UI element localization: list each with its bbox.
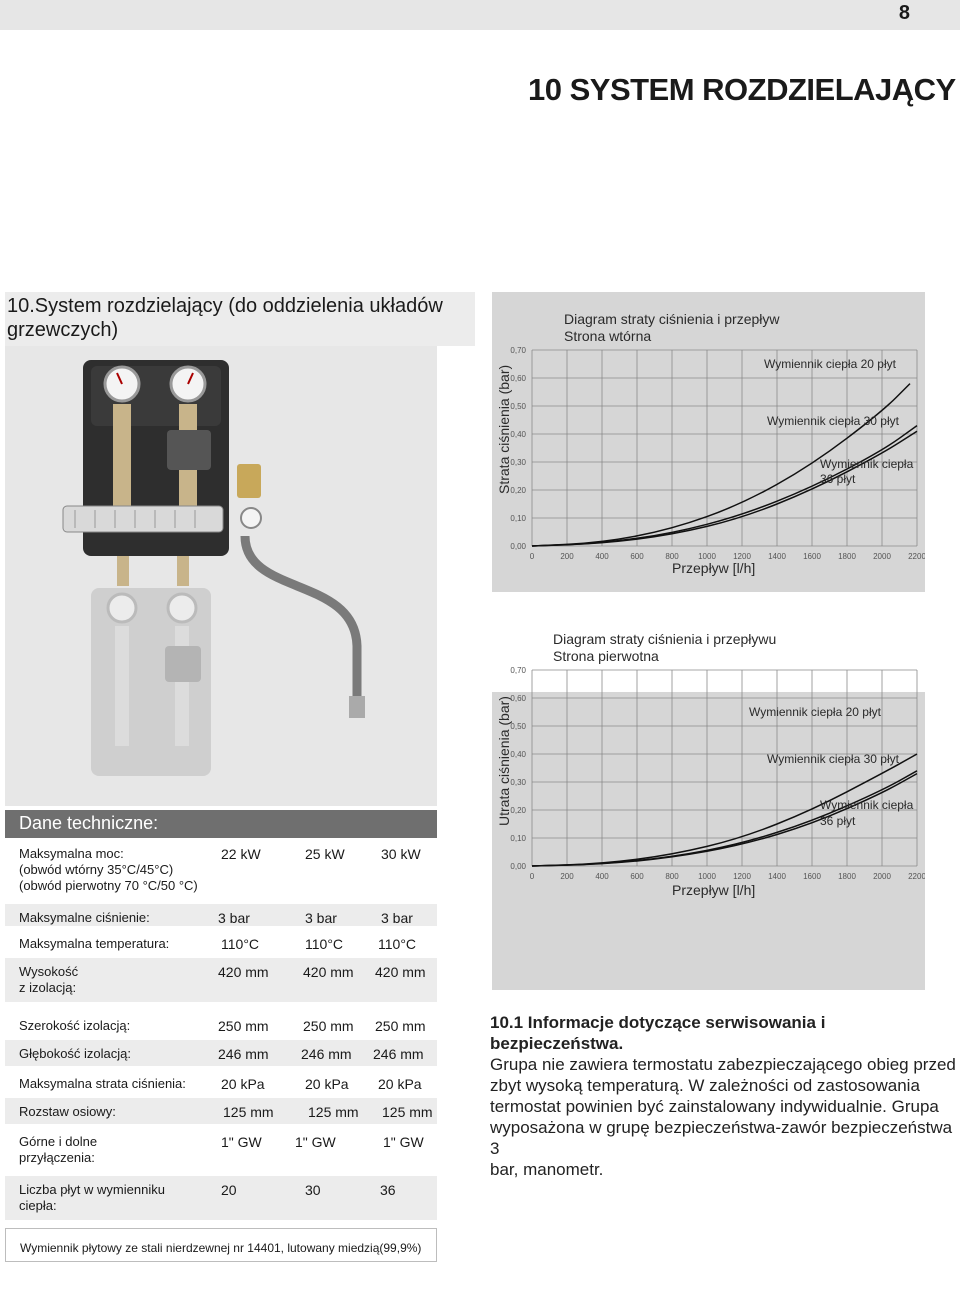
y-tick-label: 0,30 — [510, 778, 526, 787]
tech-row-value: 110°C — [221, 936, 260, 952]
x-tick-label: 800 — [665, 872, 679, 881]
tech-row — [5, 1070, 437, 1094]
service-info-line: wyposażona w grupę bezpieczeństwa-zawór bezpieczeństwa 3 — [490, 1118, 953, 1158]
x-tick-label: 1600 — [803, 872, 821, 881]
tech-row-value: 36 — [380, 1182, 396, 1198]
y-tick-label: 0,40 — [510, 750, 526, 759]
tech-row-label — [19, 936, 169, 952]
tech-row-label-line: Rozstaw osiowy: — [19, 1104, 116, 1119]
tech-row-label — [19, 846, 198, 894]
tech-row-value: 110°C — [305, 936, 344, 952]
tech-row-label-line: Wysokość — [19, 964, 79, 979]
tech-row-label-line: (obwód wtórny 35°C/45°C) — [19, 862, 174, 877]
tech-row-label-line: Maksymalna strata ciśnienia: — [19, 1076, 186, 1091]
service-info — [490, 1012, 960, 1180]
x-tick-label: 1600 — [803, 552, 821, 561]
tech-row-value: 20 kPa — [378, 1076, 422, 1092]
y-tick-label: 0,50 — [510, 402, 526, 411]
tech-row — [5, 1098, 437, 1124]
pump-body — [167, 430, 211, 470]
y-tick-label: 0,70 — [510, 346, 526, 355]
x-axis-label: Przepływ [l/h] — [672, 882, 756, 898]
y-tick-label: 0,60 — [510, 374, 526, 383]
series-label-36-line2: 36 płyt — [820, 814, 856, 828]
tech-row-value: 420 mm — [375, 964, 426, 980]
tech-row — [5, 1176, 437, 1220]
x-tick-label: 0 — [529, 552, 535, 561]
chart-title: Diagram straty ciśnienia i przepływu — [553, 631, 777, 647]
chart-background — [492, 692, 925, 990]
tech-row-value: 20 — [221, 1182, 237, 1198]
tech-row-value: 125 mm — [382, 1104, 433, 1120]
manometer — [241, 508, 261, 528]
tech-row-label-line: Liczba płyt w wymienniku — [19, 1182, 165, 1197]
tech-row-label — [19, 1134, 97, 1166]
tech-row — [5, 958, 437, 1002]
series-label-30: Wymiennik ciepła 30 płyt — [767, 752, 899, 766]
tech-row-value: 125 mm — [223, 1104, 274, 1120]
tech-row-value: 3 bar — [381, 910, 413, 926]
series-label-20: Wymiennik ciepła 20 płyt — [764, 357, 896, 371]
chart-secondary-side — [492, 292, 925, 597]
tech-row-label-line: ciepła: — [19, 1198, 57, 1213]
tech-row-value: 30 — [305, 1182, 321, 1198]
tech-row-label-line: z izolacją: — [19, 980, 77, 995]
tech-row-label — [19, 1046, 131, 1062]
x-tick-label: 2200 — [908, 872, 925, 881]
tech-row-value: 3 bar — [218, 910, 250, 926]
x-tick-label: 200 — [560, 872, 574, 881]
y-tick-label: 0,00 — [510, 542, 526, 551]
tech-row-value: 125 mm — [308, 1104, 359, 1120]
tech-row-value: 30 kW — [381, 846, 421, 862]
page-number: 8 — [898, 2, 910, 24]
x-tick-label: 1800 — [838, 872, 856, 881]
tech-row-label-line: Szerokość izolacją: — [19, 1018, 131, 1033]
series-label-36-line1: Wymiennik ciepła — [820, 457, 914, 471]
tech-row — [5, 930, 437, 952]
tech-row-label — [19, 964, 78, 996]
pump-group-illustration — [5, 346, 437, 806]
product-photo — [5, 346, 437, 806]
x-tick-label: 1200 — [733, 552, 751, 561]
tech-row-value: 3 bar — [305, 910, 337, 926]
x-tick-label: 1000 — [698, 552, 716, 561]
tech-row-value: 246 mm — [218, 1046, 269, 1062]
tech-row-label-line: przyłączenia: — [19, 1150, 95, 1165]
x-tick-label: 1400 — [768, 872, 786, 881]
y-tick-label: 0,20 — [510, 486, 526, 495]
service-info-line: Grupa nie zawiera termostatu zabezpieczającego obieg przed — [490, 1055, 956, 1074]
tech-row — [5, 1012, 437, 1034]
y-tick-label: 0,00 — [510, 862, 526, 871]
tech-row-label — [19, 1018, 130, 1034]
tech-row-value: 246 mm — [373, 1046, 424, 1062]
chart-background — [492, 292, 925, 592]
x-tick-label: 1000 — [698, 872, 716, 881]
series-label-30: Wymiennik ciepła 30 płyt — [767, 414, 899, 428]
y-tick-label: 0,60 — [510, 694, 526, 703]
y-tick-label: 0,30 — [510, 458, 526, 467]
page-header-band — [0, 0, 960, 30]
chart-primary-side — [492, 612, 925, 995]
y-axis-label: Strata ciśnienia (bar) — [496, 364, 512, 494]
series-label-36-line2: 36 płyt — [820, 472, 856, 486]
y-tick-label: 0,70 — [510, 666, 526, 675]
x-tick-label: 1400 — [768, 552, 786, 561]
y-tick-label: 0,10 — [510, 514, 526, 523]
tech-row-label — [19, 910, 150, 926]
tech-row-value: 20 kPa — [221, 1076, 265, 1092]
tech-row-value: 1" GW — [221, 1134, 262, 1150]
tech-row-label — [19, 1104, 116, 1120]
tech-row-value: 246 mm — [301, 1046, 352, 1062]
tech-row-label — [19, 1182, 165, 1214]
tech-row-label-line: Maksymalna temperatura: — [19, 936, 170, 951]
y-tick-label: 0,10 — [510, 834, 526, 843]
chart-title: Diagram straty ciśnienia i przepływ — [564, 311, 780, 327]
plate-heat-exchanger — [63, 506, 223, 532]
x-tick-label: 2000 — [873, 552, 891, 561]
x-tick-label: 1200 — [733, 872, 751, 881]
tech-row-value: 110°C — [378, 936, 417, 952]
tech-row-value: 20 kPa — [305, 1076, 349, 1092]
tech-row-value: 420 mm — [218, 964, 269, 980]
service-info-line: zbyt wysoką temperaturą. W zależności od zastosowania — [490, 1076, 920, 1095]
tech-row — [5, 1128, 437, 1174]
y-tick-label: 0,40 — [510, 430, 526, 439]
tech-row-value: 420 mm — [303, 964, 354, 980]
tech-row-value: 250 mm — [303, 1018, 354, 1034]
tech-row-label-line: Maksymalne ciśnienie: — [19, 910, 150, 925]
tech-row-label — [19, 1076, 186, 1092]
main-title: 10 SYSTEM ROZDZIELAJĄCY — [528, 72, 956, 107]
tech-row-label-line: Maksymalna moc: — [19, 846, 124, 861]
x-tick-label: 2000 — [873, 872, 891, 881]
tech-footnote: Wymiennik płytowy ze stali nierdzewnej nr 14401, lutowany miedzią(99,9%) — [5, 1228, 437, 1262]
tech-row-label-line: (obwód pierwotny 70 °C/50 °C) — [19, 878, 198, 893]
chart-subtitle: Strona pierwotna — [553, 648, 659, 664]
tech-row-value: 22 kW — [221, 846, 261, 862]
tech-row-label-line: Głębokość izolacją: — [19, 1046, 131, 1061]
section-title: 10.System rozdzielający (do oddzielenia układów grzewczych) — [5, 292, 475, 346]
y-tick-label: 0,20 — [510, 806, 526, 815]
x-axis-label: Przepływ [l/h] — [672, 560, 756, 576]
tech-data-heading: Dane techniczne: — [5, 810, 437, 838]
service-info-line: termostat powinien być zainstalowany indywidualnie. Grupa — [490, 1097, 939, 1116]
flexible-hose — [245, 536, 357, 696]
x-tick-label: 600 — [630, 872, 644, 881]
x-tick-label: 400 — [595, 872, 609, 881]
tech-row-value: 250 mm — [375, 1018, 426, 1034]
service-info-heading: 10.1 Informacje dotyczące serwisowania i bezpieczeństwa. — [490, 1013, 826, 1053]
x-tick-label: 200 — [560, 552, 574, 561]
tech-row — [5, 842, 437, 896]
pipe-left — [113, 404, 131, 514]
chart-subtitle: Strona wtórna — [564, 328, 652, 344]
tech-row-value: 250 mm — [218, 1018, 269, 1034]
y-tick-label: 0,50 — [510, 722, 526, 731]
x-tick-label: 400 — [595, 552, 609, 561]
x-tick-label: 2200 — [908, 552, 925, 561]
series-label-20: Wymiennik ciepła 20 płyt — [749, 705, 881, 719]
tech-row — [5, 904, 437, 926]
tech-row-value: 1" GW — [295, 1134, 336, 1150]
tech-row-label-line: Górne i dolne — [19, 1134, 98, 1149]
safety-valve — [237, 464, 261, 498]
x-tick-label: 800 — [665, 552, 679, 561]
x-tick-label: 1800 — [838, 552, 856, 561]
series-label-36-line1: Wymiennik ciepła — [820, 798, 914, 812]
tech-row — [5, 1040, 437, 1066]
y-axis-label: Utrata ciśnienia (bar) — [496, 696, 512, 826]
x-tick-label: 0 — [529, 872, 535, 881]
tech-row-value: 25 kW — [305, 846, 345, 862]
tech-row-value: 1" GW — [383, 1134, 424, 1150]
service-info-line: bar, manometr. — [490, 1160, 604, 1179]
x-tick-label: 600 — [630, 552, 644, 561]
